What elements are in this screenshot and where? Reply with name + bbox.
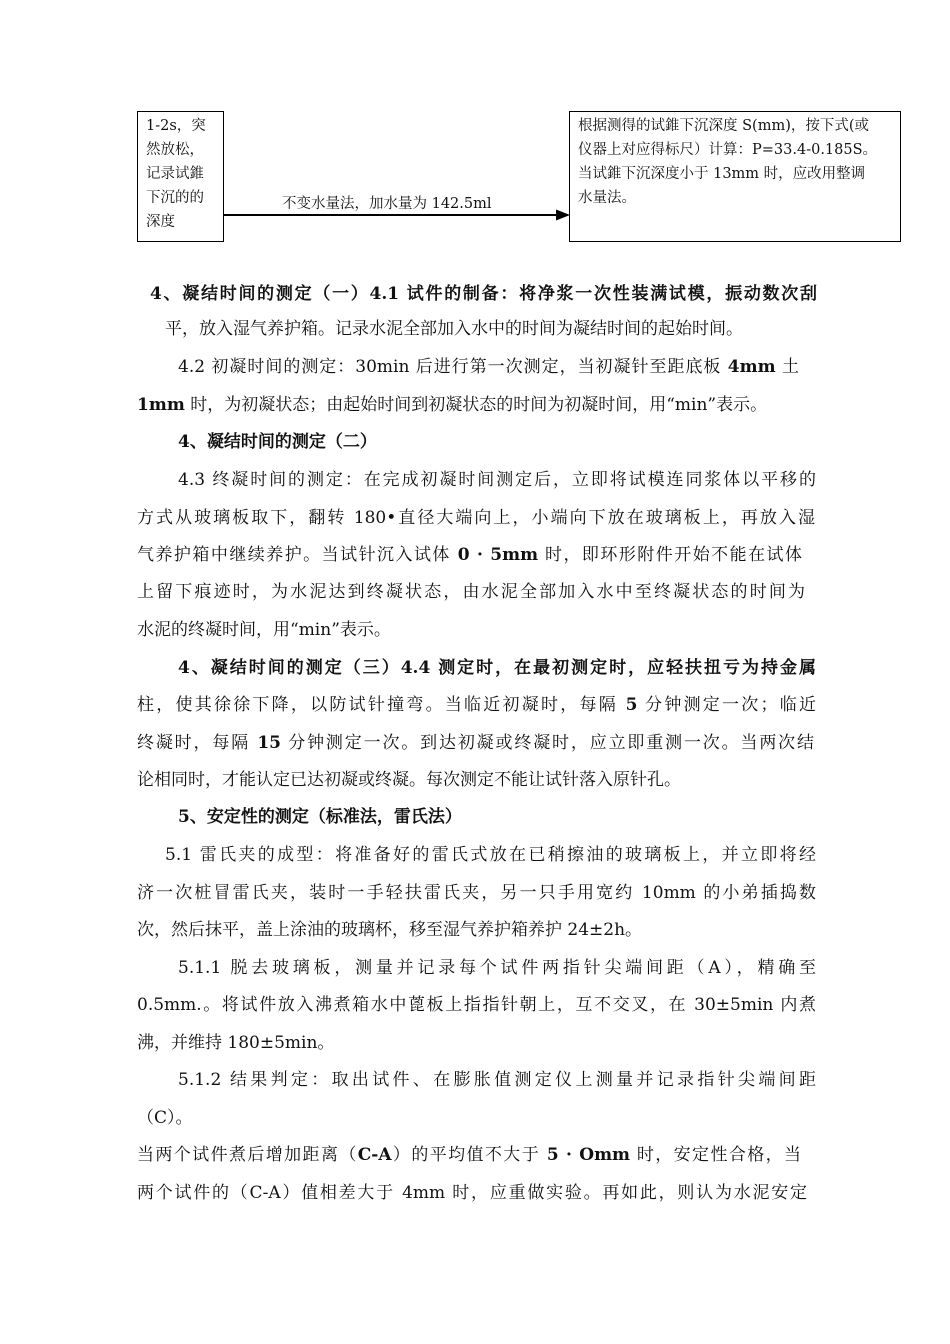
- flow-box-right: [569, 111, 901, 242]
- flow-left-line: 记录试錐: [146, 166, 204, 182]
- body-line: 0.5mm.。将试件放入沸煮箱水中蓖板上指指针朝上，互不交叉，在 30±5min 内煮: [137, 995, 816, 1015]
- body-line: 5.1.2 结果判定：取出试件、在膨胀值测定仪上测量并记录指针尖端间距: [178, 1070, 816, 1090]
- body-line: 4.3 终凝时间的测定：在完成初凝时间测定后，立即将试模连同浆体以平移的: [178, 470, 816, 490]
- body-line: 平，放入湿气养护箱。记录水泥全部加入水中的时间为凝结时间的起始时间。: [165, 319, 743, 339]
- body-line: 4、凝结时间的测定（一）4.1 试件的制备：将净浆一次性装满试模，振动数次刮: [150, 284, 817, 304]
- flow-left-line: 1-2s，突: [146, 118, 206, 134]
- body-line: 5、安定性的测定（标准法，雷氏法）: [178, 807, 462, 827]
- body-line: 次，然后抹平，盖上涂油的玻璃杯，移至湿气养护箱养护 24±2h。: [137, 920, 643, 940]
- body-line: 方式从玻璃板取下，翻转 180•直径大端向上，小端向下放在玻璃板上，再放入湿: [137, 508, 815, 528]
- body-line: 当两个试件煮后增加距离（C-A）的平均值不大于 5 · Omm 时，安定性合格，当: [137, 1145, 802, 1165]
- flow-arrow: [224, 208, 570, 222]
- flow-right-line: 水量法。: [578, 190, 636, 206]
- flow-right-line: 根据测得的试錐下沉深度 S(mm)，按下式(或: [578, 118, 870, 134]
- body-line: 水泥的终凝时间，用“min”表示。: [137, 620, 391, 640]
- body-line: 4、凝结时间的测定（二）: [178, 432, 377, 452]
- body-line: 1mm 时，为初凝状态；由起始时间到初凝状态的时间为初凝时间，用“min”表示。: [137, 395, 768, 415]
- flow-arrow-label: 不变水量法，加水量为 142.5ml: [282, 196, 492, 212]
- flow-box-left: [137, 111, 224, 242]
- body-line: （C）。: [137, 1108, 193, 1128]
- body-line: 终凝时，每隔 15 分钟测定一次。到达初凝或终凝时，应立即重测一次。当两次结: [137, 733, 814, 753]
- flow-left-line: 下沉的的: [146, 190, 204, 206]
- flow-right-line: 仪器上对应得标尺）计算：P=33.4-0.185S。: [578, 142, 878, 158]
- flow-right-line: 当试錐下沉深度小于 13mm 时，应改用整调: [578, 166, 866, 182]
- body-line: 4.2 初凝时间的测定：30min 后进行第一次测定，当初凝针至距底板 4mm 土: [178, 357, 799, 377]
- body-line: 论相同时，才能认定已达初凝或终凝。每次测定不能让试针落入原针孔。: [137, 770, 681, 790]
- flow-left-line: 然放松，: [146, 142, 204, 158]
- body-line: 5.1 雷氏夹的成型：将准备好的雷氏式放在已稍擦油的玻璃板上，并立即将经: [165, 845, 816, 865]
- body-line: 沸，并维持 180±5min。: [137, 1033, 335, 1053]
- body-line: 济一次桩冒雷氏夹，装时一手轻扶雷氏夹，另一只手用宽约 10mm 的小弟插捣数: [137, 883, 816, 903]
- body-line: 柱，使其徐徐下降，以防试针撞弯。当临近初凝时，每隔 5 分钟测定一次；临近: [137, 695, 817, 715]
- body-line: 两个试件的（C-A）值相差大于 4mm 时，应重做实验。再如此，则认为水泥安定: [137, 1183, 807, 1203]
- flow-left-line: 深度: [146, 214, 175, 230]
- body-line: 上留下痕迹时，为水泥达到终凝状态，由水泥全部加入水中至终凝状态的时间为: [137, 582, 805, 602]
- body-line: 5.1.1 脱去玻璃板，测量并记录每个试件两指针尖端间距（A），精确至: [178, 958, 816, 978]
- body-line: 4、凝结时间的测定（三）4.4 测定时，在最初测定时，应轻扶扭亏为持金属: [178, 658, 816, 678]
- body-line: 气养护箱中继续养护。当试针沉入试体 0 · 5mm 时，即环形附件开始不能在试体: [137, 545, 803, 565]
